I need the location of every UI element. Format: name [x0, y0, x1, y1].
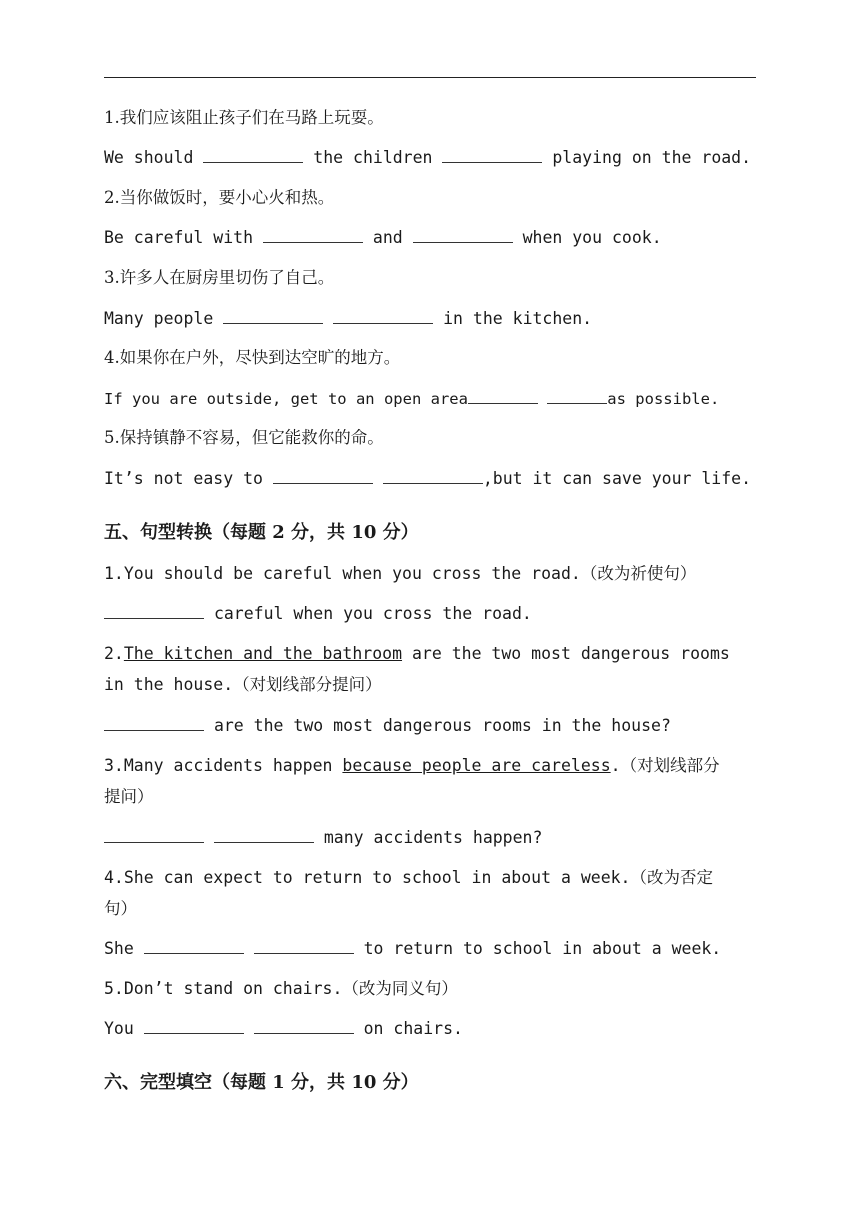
section-heading: 五、句型转换（每题 2 分，共 10 分） — [104, 522, 419, 543]
s4-q5-english — [104, 468, 751, 490]
q-number: 2. — [104, 644, 124, 663]
q-note: （对划线部分 — [620, 756, 720, 775]
q-note: （对划线部分提问） — [233, 675, 382, 694]
q-text: in the house. — [104, 675, 234, 694]
q-text: 1.You should be careful when you cross the road. — [104, 564, 581, 583]
s5-q2-answer — [104, 715, 671, 737]
answer-blank[interactable] — [203, 148, 303, 163]
q-text: 4.如果你在户外，尽快到达空旷的地方。 — [104, 348, 401, 367]
s4-q1-chinese — [104, 107, 384, 129]
s5-q1-answer — [104, 603, 532, 625]
q-text: You — [104, 1019, 134, 1038]
s4-q2-english — [104, 227, 662, 249]
q-text: 5.保持镇静不容易，但它能救你的命。 — [104, 428, 384, 447]
q-text: 2.当你做饭时，要小心火和热。 — [104, 188, 335, 207]
s5-q3 — [104, 755, 720, 777]
answer-blank[interactable] — [333, 309, 433, 324]
answer-blank[interactable] — [468, 389, 538, 404]
q-text: careful when you cross the road. — [213, 604, 532, 623]
q-text: . — [610, 756, 621, 775]
q-text: playing on the road. — [552, 148, 752, 167]
q-text: as possible. — [607, 390, 720, 408]
q-note: 提问） — [104, 787, 154, 806]
q-text: many accidents happen? — [323, 828, 543, 847]
q-text: 1.我们应该阻止孩子们在马路上玩耍。 — [104, 108, 384, 127]
q-text: and — [372, 228, 403, 247]
q-note: （改为祈使句） — [580, 564, 697, 583]
s4-q3-chinese — [104, 267, 334, 289]
answer-blank[interactable] — [144, 1019, 244, 1034]
answer-blank[interactable] — [383, 469, 483, 484]
answer-blank[interactable] — [442, 148, 542, 163]
answer-blank[interactable] — [223, 309, 323, 324]
answer-blank[interactable] — [104, 828, 204, 843]
q-text: 3.许多人在厨房里切伤了自己。 — [104, 268, 335, 287]
section-heading: 六、完型填空（每题 1 分，共 10 分） — [104, 1072, 419, 1093]
answer-blank[interactable] — [104, 716, 204, 731]
s4-q2-chinese — [104, 187, 334, 209]
answer-blank[interactable] — [214, 828, 314, 843]
q-text: when you cook. — [522, 228, 662, 247]
q-text: the children — [313, 148, 433, 167]
s4-q1-english — [104, 147, 751, 169]
q-note: 句） — [104, 899, 137, 918]
q-text: She — [104, 939, 134, 958]
answer-blank[interactable] — [254, 939, 354, 954]
s5-q5-answer — [104, 1018, 463, 1040]
q-text: It’s not easy to — [104, 469, 263, 488]
s5-q3-answer — [104, 827, 542, 849]
top-rule — [104, 77, 756, 78]
q-text: We should — [104, 148, 194, 167]
s5-q4-line2 — [104, 898, 137, 920]
answer-blank[interactable] — [254, 1019, 354, 1034]
q-note: （改为否定 — [630, 868, 713, 887]
q-text: in the kitchen. — [443, 309, 593, 328]
q-text: on chairs. — [363, 1019, 463, 1038]
answer-blank[interactable] — [273, 469, 373, 484]
s5-q5 — [104, 978, 458, 1000]
s5-q4 — [104, 867, 713, 889]
s5-q3-line2 — [104, 786, 154, 808]
q-text: Many people — [104, 309, 214, 328]
answer-blank[interactable] — [104, 604, 204, 619]
s4-q3-english — [104, 308, 592, 330]
q-text: 4.She can expect to return to school in about a week. — [104, 868, 631, 887]
answer-blank[interactable] — [547, 389, 607, 404]
q-text: to return to school in about a week. — [363, 939, 722, 958]
answer-blank[interactable] — [263, 228, 363, 243]
q-text: 5.Don’t stand on chairs. — [104, 979, 343, 998]
answer-blank[interactable] — [144, 939, 244, 954]
q-text: ,but it can save your life. — [482, 469, 752, 488]
s4-q4-chinese — [104, 347, 400, 369]
q-note: （改为同义句） — [342, 979, 458, 998]
s5-q1 — [104, 563, 696, 585]
s4-q4-english — [104, 388, 719, 410]
s4-q5-chinese — [104, 427, 384, 449]
q-text: are the two most dangerous rooms — [402, 644, 730, 663]
underlined-phrase: because people are careless — [342, 756, 611, 775]
q-text: If you are outside, get to an open area — [104, 390, 468, 408]
q-text: are the two most dangerous rooms in the house? — [213, 716, 671, 735]
s5-q2-line2 — [104, 674, 382, 696]
q-text: 3.Many accidents happen — [104, 756, 343, 775]
underlined-phrase: The kitchen and the bathroom — [123, 644, 403, 663]
s5-q2 — [104, 643, 730, 665]
answer-blank[interactable] — [413, 228, 513, 243]
q-text: Be careful with — [104, 228, 254, 247]
s5-q4-answer — [104, 938, 721, 960]
